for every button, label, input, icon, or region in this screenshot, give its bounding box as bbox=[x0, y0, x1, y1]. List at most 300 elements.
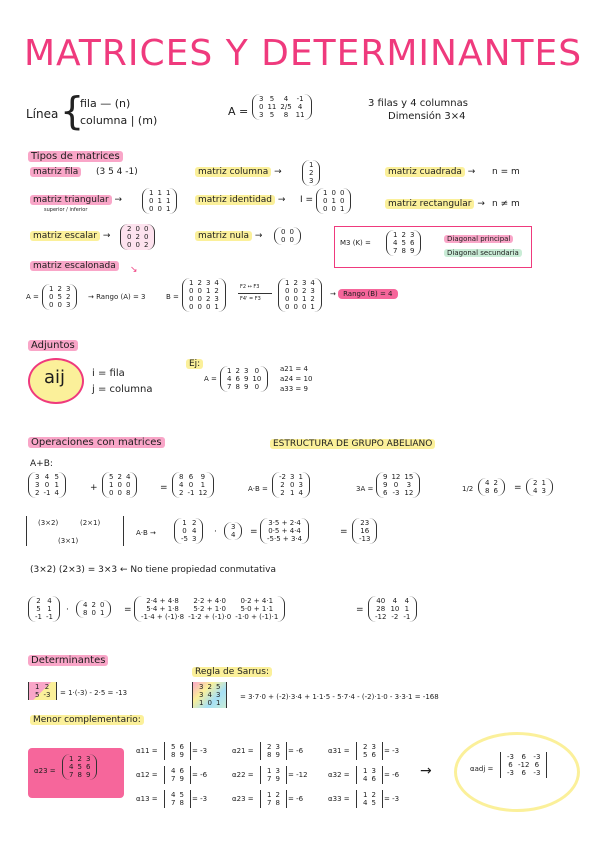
matrix-cell: -1·2 + (-1)·0 bbox=[188, 613, 232, 622]
matrix-cell: 9 bbox=[243, 383, 249, 392]
matrix-row bbox=[257, 111, 307, 119]
matrix-cell: -1 bbox=[296, 95, 304, 103]
minor-label: α13 = bbox=[136, 795, 158, 803]
matrix-row bbox=[373, 613, 412, 621]
matrix-cell: 2 bbox=[91, 601, 96, 609]
big-mid-matrix bbox=[134, 596, 285, 622]
matrix-cell: 8 bbox=[283, 111, 289, 120]
matrix-row bbox=[147, 189, 172, 197]
determinantes-heading: Determinantes bbox=[28, 655, 108, 666]
half-matrix bbox=[478, 478, 505, 496]
identidad-matrix bbox=[316, 188, 351, 214]
minor-result: = -6 bbox=[288, 795, 304, 803]
matrix-cell: 40 bbox=[376, 597, 386, 605]
identidad-prefix: I = bbox=[300, 195, 314, 205]
matrix-cell: 1 bbox=[309, 161, 314, 169]
matrix-row bbox=[283, 303, 317, 311]
matrix-cell: 3 bbox=[35, 473, 40, 481]
matrix-cell: 2 bbox=[214, 287, 219, 296]
matrix-cell: 0 bbox=[197, 303, 202, 312]
matrix-row bbox=[373, 605, 412, 613]
matrix-row bbox=[125, 241, 150, 249]
matrix-cell: 4 bbox=[83, 601, 88, 609]
matrix-cell: -1 bbox=[403, 613, 411, 622]
matrix-cell: 0 bbox=[207, 699, 212, 708]
matrix-cell: 1 bbox=[47, 605, 52, 614]
matrix-row bbox=[307, 177, 315, 185]
matrix-cell: 8 bbox=[267, 751, 272, 760]
page-title: MATRICES Y DETERMINANTES bbox=[24, 33, 583, 74]
matrix-cell: 2/5 bbox=[280, 103, 292, 112]
matrix-cell: 0 bbox=[331, 205, 336, 214]
matrix-row bbox=[283, 287, 317, 295]
minor-result: = -6 bbox=[384, 771, 400, 779]
brace-linea: { bbox=[60, 89, 85, 133]
matrix-cell: 5 bbox=[371, 799, 376, 808]
big-eq1: = bbox=[124, 605, 132, 615]
matrix-cell: 0 bbox=[189, 303, 194, 312]
matrix-cell: 6 bbox=[383, 489, 388, 498]
sarrus-label: Regla de Sarrus: bbox=[192, 668, 272, 678]
matrix-row bbox=[33, 613, 55, 621]
matrix-row bbox=[225, 367, 263, 375]
matrix-cell: 0 bbox=[289, 228, 294, 236]
matrix-cell: 5 bbox=[401, 239, 406, 248]
matrix-cell: 1 bbox=[541, 479, 546, 487]
dims-right: (2×1) bbox=[80, 519, 101, 527]
matrix-cell: 8 bbox=[275, 799, 280, 808]
matrix-cell: 1 bbox=[165, 197, 171, 206]
triangular-sub: superior / inferior bbox=[44, 207, 88, 213]
matrix-row bbox=[187, 279, 221, 287]
matrix-cell: 6 bbox=[521, 769, 526, 778]
matrix-cell: 1 bbox=[165, 205, 171, 214]
matrix-row bbox=[265, 519, 304, 527]
matrix-cell: 7 bbox=[267, 799, 272, 808]
matrix-cell: 7 bbox=[171, 799, 176, 808]
rectangular-value: n ≠ m bbox=[492, 199, 520, 209]
matrix-cell: 4 bbox=[485, 479, 490, 487]
matrix-cell: 1 bbox=[267, 791, 272, 799]
matrix-cell: 5·4 + 1·8 bbox=[146, 605, 179, 614]
matrix-cell: 3 bbox=[243, 367, 249, 375]
matrix-cell: 11 bbox=[267, 103, 277, 112]
matrix-cell: 10 bbox=[252, 375, 262, 384]
diag-principal: Diagonal principal bbox=[444, 236, 513, 244]
half-label: 1/2 bbox=[462, 485, 474, 493]
matrix-cell: 0 bbox=[281, 236, 286, 245]
matrix-cell: 0·5 + 4·4 bbox=[268, 527, 301, 536]
matrix-cell: -5 bbox=[181, 535, 188, 544]
matrix-cell: 4 bbox=[179, 481, 184, 490]
matrix-cell: 5 bbox=[269, 95, 275, 103]
i-text: i = fila bbox=[92, 368, 125, 379]
matrix-row bbox=[177, 489, 209, 497]
matrix-row bbox=[483, 487, 500, 495]
matrix-cell: 0 bbox=[109, 489, 114, 498]
matrix-cell: 6 bbox=[179, 767, 184, 775]
minor-matrix bbox=[260, 766, 287, 784]
rectangular-type: matriz rectangular → bbox=[385, 200, 485, 210]
matrix-cell: 3 bbox=[371, 767, 376, 775]
axb-a-matrix bbox=[174, 518, 203, 544]
matrix-row bbox=[33, 481, 61, 489]
matrix-row bbox=[81, 601, 106, 609]
ops-arrow bbox=[238, 293, 272, 294]
cuadrada-type: matriz cuadrada → bbox=[385, 168, 475, 178]
matrix-cell: 28 bbox=[376, 605, 386, 614]
matrix-cell: 1 bbox=[99, 609, 105, 618]
matrix-row bbox=[265, 527, 304, 535]
adjuntos-heading: Adjuntos bbox=[28, 340, 78, 351]
matrix-cell: 0 bbox=[285, 287, 290, 296]
matrix-cell: 4 bbox=[214, 279, 219, 287]
matrix-cell: -3 bbox=[507, 769, 514, 778]
matrix-row bbox=[357, 519, 372, 527]
minor-matrix bbox=[356, 742, 383, 760]
matrix-cell: 2 bbox=[235, 367, 240, 375]
matrix-cell: 3 bbox=[406, 481, 412, 490]
sum-label: A+B: bbox=[30, 459, 53, 469]
matrix-row bbox=[125, 233, 150, 241]
matrix-cell: 4 bbox=[363, 799, 368, 808]
ab-matrix bbox=[272, 472, 310, 498]
matrix-row bbox=[277, 489, 305, 497]
matrix-row bbox=[225, 375, 263, 383]
matrix-cell: 10 bbox=[390, 605, 400, 614]
matrix-cell: -1 bbox=[45, 613, 53, 622]
matrix-cell: 0 bbox=[182, 527, 187, 536]
matrix-cell: 0 bbox=[323, 197, 328, 206]
columna-line: columna | (m) bbox=[80, 114, 158, 127]
matrix-cell: 0 bbox=[127, 233, 132, 242]
matrix-cell: 6 bbox=[371, 775, 376, 784]
matrix-cell: 9 bbox=[383, 473, 388, 481]
matrix-cell: 1 bbox=[310, 303, 315, 312]
matrix-cell: 9 bbox=[275, 751, 280, 760]
matrix-cell: 3 bbox=[65, 301, 71, 310]
matrix-row bbox=[107, 473, 132, 481]
matrix-row bbox=[187, 303, 221, 311]
matrix-cell: 0 bbox=[339, 197, 345, 206]
matrix-row bbox=[139, 613, 280, 621]
matrix-row bbox=[257, 95, 307, 103]
axb-eq2: = bbox=[340, 527, 348, 537]
matrix-row bbox=[357, 535, 372, 543]
matrix-cell: 1 bbox=[199, 699, 204, 708]
minor-result: = -3 bbox=[384, 747, 400, 755]
matrix-cell: 0 bbox=[197, 295, 202, 304]
matrix-row bbox=[265, 751, 282, 759]
sum-b-matrix bbox=[102, 472, 137, 498]
matrix-cell: 0 bbox=[393, 481, 399, 490]
rango-a: → Rango (A) = 3 bbox=[88, 293, 146, 301]
matrix-cell: 6 bbox=[534, 761, 540, 770]
matrix-cell: 2 bbox=[363, 743, 368, 751]
matrix-cell: 12 bbox=[391, 473, 401, 481]
matrix-cell: 4 bbox=[392, 597, 398, 605]
matrix-cell: 4 bbox=[69, 763, 74, 772]
matrix-cell: 8 bbox=[235, 383, 240, 392]
matrix-cell: 0 bbox=[301, 303, 307, 312]
matrix-cell: 1 bbox=[157, 197, 162, 206]
matrix-cell: 2·2 + 4·0 bbox=[193, 597, 226, 605]
m3-matrix bbox=[386, 230, 421, 256]
matrix-row bbox=[391, 231, 416, 239]
matrix-row bbox=[107, 481, 132, 489]
matrix-cell: 4 bbox=[125, 473, 131, 481]
matrix-cell: 5 bbox=[215, 683, 221, 691]
matrix-row bbox=[321, 205, 346, 213]
matrix-cell: 12 bbox=[404, 489, 414, 498]
matrix-cell: 2 bbox=[57, 285, 62, 293]
esc-b-matrix bbox=[182, 278, 226, 312]
matrix-row bbox=[197, 691, 222, 699]
matrix-cell: 2 bbox=[197, 279, 202, 287]
half-r-matrix bbox=[526, 478, 553, 496]
matrix-cell: 1 bbox=[149, 189, 154, 197]
big-eq2: = bbox=[356, 605, 364, 615]
matrix-cell: 2 bbox=[309, 169, 314, 178]
matrix-cell: 0 bbox=[189, 295, 194, 304]
minor-result: = -3 bbox=[384, 795, 400, 803]
matrix-cell: 0 bbox=[117, 489, 122, 498]
matrix-row bbox=[361, 743, 378, 751]
matrix-cell: 7 bbox=[69, 771, 74, 780]
matrix-cell: -3 bbox=[507, 753, 514, 761]
matrix-cell: 2 bbox=[275, 791, 280, 799]
matrix-cell: 3 bbox=[205, 279, 211, 287]
minor-matrix bbox=[356, 766, 383, 784]
matrix-cell: 1 bbox=[109, 481, 114, 490]
matrix-row bbox=[307, 161, 315, 169]
matrix-cell: 0 bbox=[323, 205, 328, 214]
matrix-cell: 0 bbox=[143, 225, 149, 233]
matrix-row bbox=[33, 683, 52, 691]
matrix-cell: 9 bbox=[243, 375, 249, 384]
matrix-row bbox=[357, 527, 372, 535]
columna-type: matriz columna → bbox=[195, 168, 282, 178]
big-a-matrix bbox=[28, 596, 60, 622]
matrix-cell: 4 bbox=[310, 279, 315, 287]
matrix-cell: 1 bbox=[54, 481, 59, 490]
matrix-row bbox=[147, 197, 172, 205]
matrix-cell: 1 bbox=[404, 605, 410, 614]
adj-a-matrix bbox=[220, 366, 268, 392]
matrix-cell: 1 bbox=[205, 287, 211, 296]
matrix-row bbox=[33, 605, 55, 613]
matrix-row bbox=[283, 295, 317, 303]
matrix-cell: 0 bbox=[339, 189, 345, 197]
matrix-cell: -3 bbox=[392, 489, 400, 498]
matrix-cell: 0 bbox=[188, 481, 194, 490]
matrix-cell: 2 bbox=[280, 489, 285, 498]
matrix-cell: 2 bbox=[401, 231, 406, 239]
d2-result: = 1·(-3) - 2·5 = -13 bbox=[60, 689, 128, 697]
matrix-cell: -1 bbox=[35, 613, 42, 622]
matrix-a-intro bbox=[252, 94, 312, 120]
matrix-cell: 4 bbox=[54, 489, 59, 498]
matrix-cell: 6 bbox=[85, 763, 91, 772]
matrix-cell: 0 bbox=[259, 103, 264, 112]
matrix-cell: 2 bbox=[135, 233, 140, 242]
dims-result: (3×1) bbox=[58, 537, 79, 545]
minor-result: = -3 bbox=[192, 747, 208, 755]
escalar-matrix bbox=[120, 224, 155, 250]
matrix-cell: 2 bbox=[371, 791, 376, 799]
matrix-cell: 5 bbox=[77, 763, 82, 772]
matrix-row bbox=[33, 489, 61, 497]
matrix-row bbox=[197, 699, 222, 707]
minor-matrix bbox=[164, 766, 191, 784]
matrix-cell: 15 bbox=[404, 473, 414, 481]
minor-result: = -6 bbox=[192, 771, 208, 779]
matrix-cell: 6 bbox=[179, 743, 184, 751]
big-b-matrix bbox=[76, 600, 111, 618]
three-a-matrix bbox=[376, 472, 420, 498]
matrix-row bbox=[265, 743, 282, 751]
matrix-cell: -1 bbox=[43, 489, 51, 498]
matrix-cell: -3 bbox=[533, 753, 541, 761]
matrix-cell: 3 bbox=[199, 683, 204, 691]
matrix-cell: 9 bbox=[85, 771, 91, 780]
matrix-cell: 0 bbox=[289, 481, 295, 490]
escalonada-type: matriz escalonada bbox=[30, 262, 119, 272]
matrix-row bbox=[265, 775, 282, 783]
matrix-cell: 2 bbox=[77, 755, 82, 763]
adj-matrix bbox=[500, 752, 547, 778]
menor-prefix: α23 = bbox=[34, 767, 56, 775]
matrix-cell: 1 bbox=[227, 367, 232, 375]
matrix-cell: 2 bbox=[293, 279, 298, 287]
matrix-cell: 1 bbox=[200, 481, 206, 490]
matrix-cell: 4 bbox=[404, 597, 410, 605]
matrix-row bbox=[169, 743, 186, 751]
matrix-cell: -1 bbox=[187, 489, 195, 498]
matrix-row bbox=[225, 383, 263, 391]
nula-type: matriz nula → bbox=[195, 232, 262, 242]
big-r-matrix bbox=[368, 596, 417, 622]
matrix-cell: 5 bbox=[109, 473, 114, 481]
matrix-row bbox=[169, 751, 186, 759]
minor-label: α33 = bbox=[328, 795, 350, 803]
matrix-cell: 23 bbox=[360, 519, 370, 527]
triangular-type: matriz triangular → bbox=[30, 196, 122, 206]
matrix-cell: 5 bbox=[54, 473, 59, 481]
matrix-cell: 3 bbox=[298, 481, 303, 490]
ej-label: Ej: bbox=[186, 360, 203, 370]
matrix-row bbox=[531, 479, 548, 487]
matrix-cell: 7 bbox=[227, 383, 232, 392]
dims-left: (3×2) bbox=[38, 519, 59, 527]
matrix-cell: 7 bbox=[393, 247, 398, 256]
matrix-cell: -12 bbox=[517, 761, 530, 770]
matrix-row bbox=[505, 753, 542, 761]
matrix-cell: 6 bbox=[409, 239, 415, 248]
tipos-heading: Tipos de matrices bbox=[28, 151, 123, 162]
matrix-row bbox=[177, 481, 209, 489]
matrix-cell: 7 bbox=[171, 775, 176, 784]
matrix-cell: 3 bbox=[310, 287, 315, 296]
matrix-cell: 2 bbox=[44, 683, 50, 691]
matrix-row bbox=[257, 103, 307, 111]
matrix-cell: 5 bbox=[179, 791, 184, 799]
filas-text: 3 filas y 4 columnas bbox=[368, 98, 468, 109]
minor-label: α31 = bbox=[328, 747, 350, 755]
matrix-cell: 8 bbox=[171, 751, 176, 760]
matrix-cell: 1 bbox=[298, 473, 303, 481]
minor-label: α22 = bbox=[232, 771, 254, 779]
dim-text: Dimensión 3×4 bbox=[388, 111, 466, 122]
operaciones-heading: Operaciones con matrices bbox=[28, 437, 165, 448]
adj-arrow: → bbox=[420, 763, 432, 779]
rango-b: → Rango (B) = 4 bbox=[330, 291, 398, 299]
aij-symbol: aij bbox=[44, 367, 66, 388]
matrix-cell: -13 bbox=[359, 535, 371, 544]
matrix-row bbox=[531, 487, 548, 495]
matrix-cell: 2 bbox=[280, 481, 285, 490]
matrix-cell: 1 bbox=[363, 791, 368, 799]
matrix-row bbox=[307, 169, 315, 177]
minor-matrix bbox=[260, 790, 287, 808]
matrix-cell: 0 bbox=[285, 295, 290, 304]
matrix-cell: 1 bbox=[69, 755, 74, 763]
matrix-cell: 4 bbox=[171, 767, 176, 775]
matrix-row bbox=[391, 247, 416, 255]
matrix-cell: 12 bbox=[198, 489, 208, 498]
matrix-cell: 1 bbox=[215, 699, 221, 708]
minor-matrix bbox=[164, 790, 191, 808]
matrix-row bbox=[505, 769, 542, 777]
matrix-row bbox=[169, 799, 186, 807]
triangular-matrix bbox=[142, 188, 177, 214]
matrix-row bbox=[81, 609, 106, 617]
matrix-cell: 0 bbox=[331, 189, 336, 197]
matrix-cell: 3 bbox=[289, 473, 295, 481]
ab-label: A·B = bbox=[248, 485, 268, 493]
matrix-cell: 5·0 + 1·1 bbox=[240, 605, 274, 614]
matrix-cell: 8 bbox=[179, 473, 184, 481]
matrix-row bbox=[381, 473, 415, 481]
adj-a-label: A = bbox=[204, 375, 217, 383]
matrix-cell: 0 bbox=[254, 383, 260, 392]
identidad-type: matriz identidad → bbox=[195, 196, 285, 206]
diag-secundaria: Diagonal secundaria bbox=[444, 250, 522, 258]
matrix-row bbox=[321, 197, 346, 205]
matrix-row bbox=[381, 489, 415, 497]
minor-label: α32 = bbox=[328, 771, 350, 779]
plus-sign: + bbox=[90, 483, 98, 493]
matrix-cell: 0 bbox=[135, 225, 140, 233]
matrix-cell: 2 bbox=[143, 241, 149, 250]
matrix-row bbox=[373, 597, 412, 605]
nula-matrix bbox=[274, 227, 301, 245]
matrix-cell: 0 bbox=[157, 205, 162, 214]
minor-result: = -3 bbox=[192, 795, 208, 803]
matrix-cell: 3 bbox=[309, 177, 314, 186]
matrix-cell: 2 bbox=[179, 489, 184, 498]
matrix-row bbox=[265, 535, 304, 543]
matrix-cell: 9 bbox=[409, 247, 415, 256]
matrix-cell: 0 bbox=[189, 287, 194, 296]
matrix-cell: 0 bbox=[289, 236, 294, 245]
matrix-cell: 6 bbox=[521, 753, 526, 761]
matrix-cell: 1 bbox=[331, 197, 336, 206]
three-a-label: 3A = bbox=[356, 485, 374, 493]
matrix-row bbox=[139, 597, 280, 605]
matrix-cell: 1 bbox=[49, 285, 54, 293]
a21: a21 = 4 bbox=[280, 365, 308, 373]
